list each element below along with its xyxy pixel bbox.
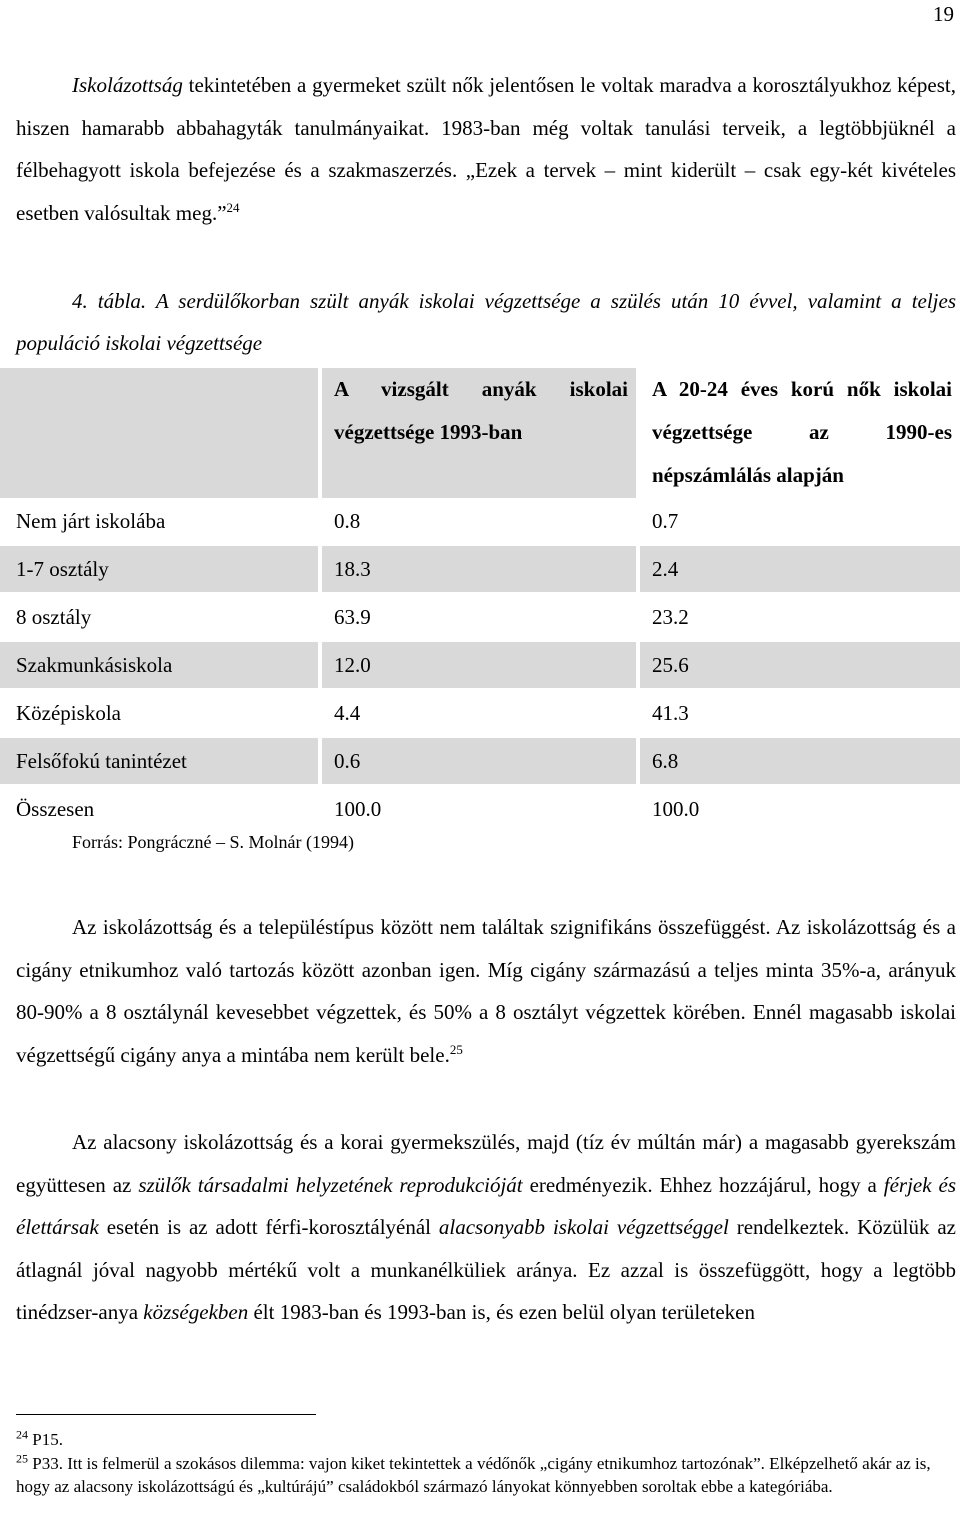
table-row — [0, 546, 960, 592]
table-row — [0, 594, 960, 640]
text-run: rendelkeztek. Közülük az átlagnál jóval nagyobb mértékű volt a munkanélküliek aránya. Ez azzal is összefüggött, hogy a legtöbb tinédzser-anya — [16, 1215, 956, 1324]
row-label: 8 osztály — [16, 605, 92, 629]
row-value-women: 2.4 — [640, 546, 960, 592]
paragraph-schooling — [16, 64, 956, 234]
italic-term: férjek és élettársak — [16, 1172, 956, 1239]
table-caption — [16, 280, 956, 364]
table-row — [0, 738, 960, 784]
footnote-divider — [16, 1414, 316, 1415]
row-value-mothers: 4.4 — [334, 701, 361, 725]
header-women-20-24-education: A 20-24 éves korú nők iskolai végzettsége az 1990-es népszámlálás alapján — [652, 377, 952, 487]
footnote-ref[interactable]: 25 — [449, 1041, 463, 1057]
table-row — [0, 642, 960, 688]
footnote-25 — [16, 1452, 956, 1498]
table-row — [0, 498, 960, 544]
row-value-mothers: 63.9 — [334, 605, 371, 629]
text-run: eredményezik. Ehhez hozzájárul, hogy a — [522, 1172, 884, 1197]
row-label: Felsőfokú tanintézet — [0, 738, 318, 784]
paragraph-ethnicity — [16, 906, 956, 1076]
paragraph-text: Az iskolázottság és a településtípus között nem találtak szignifikáns összefüggést. Az iskolázottság és a cigány etnikumhoz való tartozás között azonban igen. Míg cigány származású a teljes minta 35%-a, arányuk 80-90% a 8 osztálynál kevesebbet végzettek, és 50% a 8 osztályt végzettek körében. Ennél magasabb iskolai végzettségű cigány anya a mintába nem került bele. — [16, 915, 956, 1067]
table-source: Forrás: Pongráczné – S. Molnár (1994) — [72, 832, 354, 852]
text-run: Az alacsony iskolázottság és a korai gyermekszülés, majd (tíz év múltán már) a magasabb gyerekszám együttesen az — [16, 1130, 956, 1197]
row-label: Nem járt iskolába — [16, 509, 166, 533]
table-header-row — [0, 368, 960, 498]
page-number: 19 — [933, 2, 954, 26]
row-value-mothers: 12.0 — [322, 642, 636, 688]
footnote-number: 24 — [16, 1427, 28, 1442]
italic-term: Iskolázottság — [72, 73, 183, 97]
row-value-women: 0.7 — [652, 509, 679, 533]
italic-term: községekben — [143, 1300, 249, 1324]
header-mothers-education: A vizsgált anyák iskolai végzettsége 1993-ban — [322, 368, 636, 498]
table-caption-label: 4. tábla. — [72, 289, 147, 313]
table-row-total — [0, 786, 960, 834]
row-value-mothers: 100.0 — [334, 797, 382, 821]
italic-term: alacsonyabb iskolai végzettséggel — [438, 1215, 729, 1239]
row-value-women: 41.3 — [652, 701, 689, 725]
row-value-mothers: 18.3 — [322, 546, 636, 592]
footnote-text: P33. Itt is felmerül a szokásos dilemma: vajon kiket tekintettek a védőnők „cigány etnikumhoz tartozónak”. Elképzelhető akár az is, hogy az alacsony iskolázottságú és „kultúrájú” családokból származó lányokat könnyebben soroltak ebbe a kategóriába. — [16, 1454, 931, 1496]
header-empty-cell — [0, 368, 318, 498]
row-label: Összesen — [16, 797, 95, 821]
paragraph-text: tekintetében a gyermeket szült nők jelentősen le voltak maradva a korosztályukhoz képest, hiszen hamarabb abbahagyták tanulmányaikat. 1983-ban még voltak tanulási terveik, a legtöbbjüknél a félbehagyott iskola befejezése és a szakmaszerzés. „Ezek a tervek – mint kiderült – csak egy-két kivételes esetben valósultak meg.” — [16, 73, 956, 225]
row-label: Szakmunkásiskola — [0, 642, 318, 688]
paragraph-reproduction — [16, 1121, 956, 1334]
row-value-women: 100.0 — [652, 797, 700, 821]
italic-term: szülők társadalmi helyzetének reprodukcióját — [138, 1172, 523, 1197]
footnote-24 — [16, 1428, 956, 1451]
text-run: élt 1983-ban és 1993-ban is, és ezen belül olyan területeken — [248, 1300, 755, 1324]
footnote-ref[interactable]: 24 — [226, 199, 240, 215]
row-value-women: 23.2 — [652, 605, 689, 629]
row-value-mothers: 0.8 — [334, 509, 361, 533]
table-caption-text: A serdülőkorban szült anyák iskolai végzettsége a szülés után 10 évvel, valamint a teljes populáció iskolai végzettsége — [16, 289, 957, 355]
row-label: 1-7 osztály — [0, 546, 318, 592]
footnote-text: P15. — [28, 1430, 63, 1449]
row-label: Középiskola — [16, 701, 121, 725]
row-value-women: 6.8 — [640, 738, 960, 784]
text-run: esetén is az adott férfi-korosztályénál — [98, 1215, 439, 1239]
row-value-mothers: 0.6 — [322, 738, 636, 784]
footnote-number: 25 — [16, 1451, 28, 1466]
row-value-women: 25.6 — [640, 642, 960, 688]
table-row — [0, 690, 960, 736]
